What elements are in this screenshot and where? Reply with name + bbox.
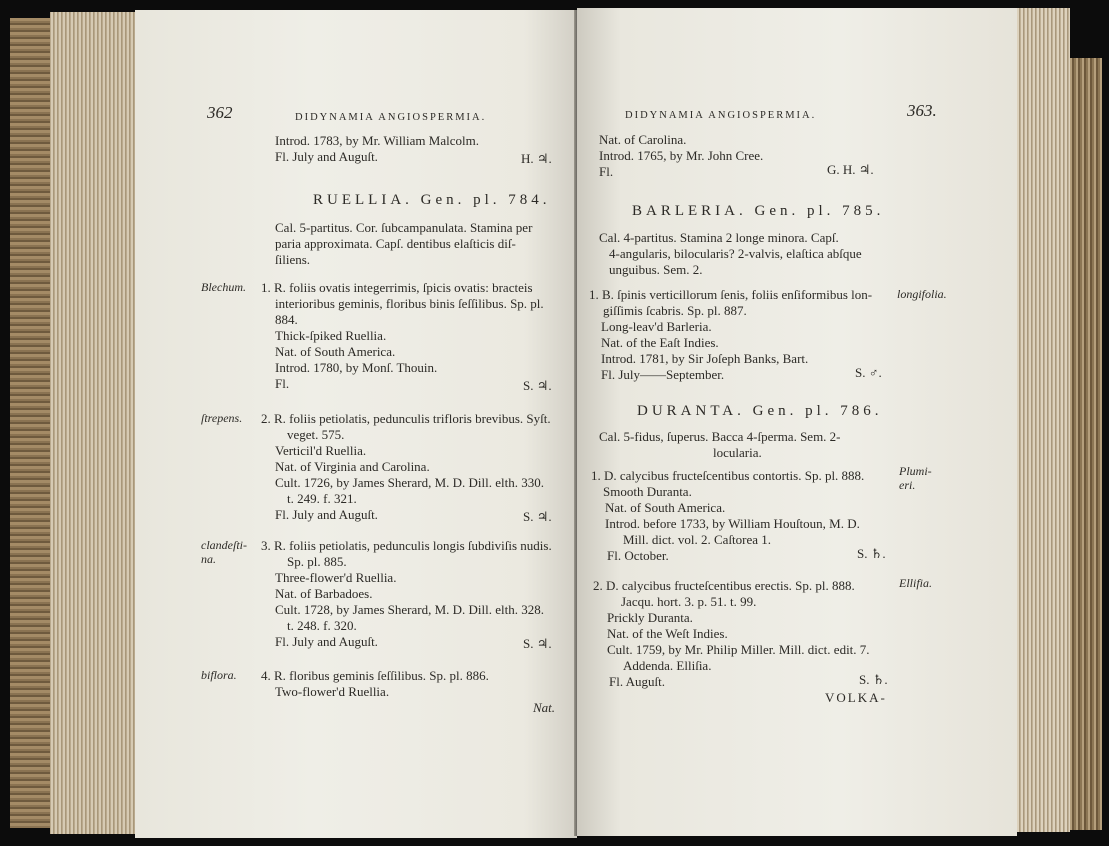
margin-epithet: na.: [201, 552, 216, 566]
entry-line: 2. R. foliis petiolatis, pedunculis trifloris brevibus. Syſt.: [261, 411, 551, 426]
genus-desc-line: 4-angularis, bilocularis? 2-valvis, elaſtica abſque: [609, 246, 862, 261]
entry-line: Cult. 1728, by James Sherard, M. D. Dill. elth. 328.: [275, 602, 545, 617]
margin-epithet: Ellifia.: [899, 576, 932, 590]
entry-line: Mill. dict. vol. 2. Caſtorea 1.: [623, 532, 772, 547]
genus-desc-line: ſiliens.: [275, 252, 311, 267]
entry-line: Introd. 1780, by Monſ. Thouin.: [275, 360, 438, 375]
carryover-introd: Introd. 1765, by Mr. John Cree.: [599, 148, 764, 163]
entry-line: Prickly Duranta.: [607, 610, 693, 625]
carryover-native: Nat. of Carolina.: [599, 132, 687, 147]
margin-epithet: Blechum.: [201, 280, 246, 294]
page-edges-right: [1012, 8, 1070, 832]
catchword: VOLKA-: [825, 690, 887, 705]
carryover-flowering: Fl. July and Auguſt.: [275, 149, 378, 164]
entry-line: 3. R. foliis petiolatis, pedunculis longis ſubdiviſis nudis.: [261, 538, 552, 553]
entry-line: Long-leav'd Barleria.: [601, 319, 712, 334]
entry-line: Jacqu. hort. 3. p. 51. t. 99.: [621, 594, 757, 609]
entry-line: 1. B. ſpinis verticillorum ſenis, foliis enſiformibus lon-: [589, 287, 873, 302]
genus-desc-line: Cal. 5-partitus. Cor. ſubcampanulata. Stamina per: [275, 220, 533, 235]
entry-line: Fl. July——September.: [601, 367, 725, 382]
entry-line: Smooth Duranta.: [603, 484, 692, 499]
entry-line: Verticil'd Ruellia.: [275, 443, 367, 458]
entry-line: Fl. July and Auguſt.: [275, 507, 378, 522]
catchword: Nat.: [533, 700, 556, 715]
margin-epithet: Plumi-: [899, 464, 932, 478]
genus-heading: RUELLIA. Gen. pl. 784.: [313, 192, 551, 208]
entry-line: 884.: [275, 312, 298, 327]
entry-line: Three-flower'd Ruellia.: [275, 570, 397, 585]
habit-mark: S. ♄.: [859, 672, 888, 687]
margin-epithet: eri.: [899, 478, 916, 492]
entry-line: Two-flower'd Ruellia.: [275, 684, 390, 699]
page-number: 363.: [907, 101, 937, 120]
habit-mark: S. ♃.: [523, 636, 552, 651]
entry-line: Fl. Auguſt.: [609, 674, 665, 689]
entry-line: Addenda. Elliſia.: [623, 658, 712, 673]
entry-line: Cult. 1759, by Mr. Philip Miller. Mill. dict. edit. 7.: [607, 642, 870, 657]
entry-line: Cult. 1726, by James Sherard, M. D. Dill. elth. 330.: [275, 475, 545, 490]
habit-mark: S. ♄.: [857, 546, 886, 561]
entry-line: Nat. of the Weſt Indies.: [607, 626, 728, 641]
habit-mark: S. ♃.: [523, 509, 552, 524]
left-page: [135, 10, 577, 838]
entry-line: Fl.: [275, 376, 290, 391]
margin-epithet: longifolia.: [897, 287, 947, 301]
genus-desc-line: Cal. 4-partitus. Stamina 2 longe minora. Capſ.: [599, 230, 839, 245]
habit-mark: S. ♃.: [523, 378, 552, 393]
entry-line: Nat. of the Eaſt Indies.: [601, 335, 719, 350]
entry-line: Nat. of Virginia and Carolina.: [275, 459, 430, 474]
margin-epithet: clandeſti-: [201, 538, 247, 552]
right-page: [577, 8, 1017, 836]
entry-line: Nat. of Barbadoes.: [275, 586, 373, 601]
entry-line: t. 248. f. 320.: [287, 618, 357, 633]
entry-line: t. 249. f. 321.: [287, 491, 357, 506]
entry-line: Fl. October.: [607, 548, 669, 563]
entry-line: Fl. July and Auguſt.: [275, 634, 378, 649]
running-head: DIDYNAMIA ANGIOSPERMIA.: [625, 110, 817, 121]
entry-line: Nat. of South America.: [275, 344, 396, 359]
entry-line: Introd. 1781, by Sir Joſeph Banks, Bart.: [601, 351, 809, 366]
running-head: DIDYNAMIA ANGIOSPERMIA.: [295, 112, 487, 123]
genus-desc-line: locularia.: [713, 445, 762, 460]
entry-line: 2. D. calycibus fructeſcentibus erectis. Sp. pl. 888.: [593, 578, 855, 593]
genus-heading: BARLERIA. Gen. pl. 785.: [632, 203, 885, 219]
page-edges-left: [50, 12, 140, 834]
genus-desc-line: Cal. 5-fidus, ſuperus. Bacca 4-ſperma. Sem. 2-: [599, 429, 841, 444]
carryover-mark: G. H. ♃.: [827, 162, 874, 177]
entry-line: Nat. of South America.: [605, 500, 726, 515]
carryover-flowering: Fl.: [599, 164, 614, 179]
habit-mark: S. ♂.: [855, 365, 882, 380]
entry-line: 1. R. foliis ovatis integerrimis, ſpicis ovatis: bracteis: [261, 280, 533, 295]
margin-epithet: ſtrepens.: [201, 411, 243, 425]
genus-desc-line: unguibus. Sem. 2.: [609, 262, 703, 277]
entry-line: veget. 575.: [287, 427, 345, 442]
entry-line: Introd. before 1733, by William Houſtoun, M. D.: [605, 516, 860, 531]
page-number: 362: [207, 103, 233, 122]
entry-line: 4. R. floribus geminis ſeſſilibus. Sp. pl. 886.: [261, 668, 489, 683]
entry-line: interioribus geminis, floribus binis ſeſſilibus. Sp. pl.: [275, 296, 544, 311]
genus-desc-line: paria approximata. Capſ. dentibus elaſticis diſ-: [275, 236, 516, 251]
carryover-mark: H. ♃.: [521, 151, 552, 166]
entry-line: Sp. pl. 885.: [287, 554, 347, 569]
carryover-introd: Introd. 1783, by Mr. William Malcolm.: [275, 133, 479, 148]
genus-heading: DURANTA. Gen. pl. 786.: [637, 403, 883, 419]
margin-epithet: biflora.: [201, 668, 237, 682]
entry-line: Thick-ſpiked Ruellia.: [275, 328, 387, 343]
entry-line: giſſimis ſcabris. Sp. pl. 887.: [603, 303, 747, 318]
entry-line: 1. D. calycibus fructeſcentibus contortis. Sp. pl. 888.: [591, 468, 865, 483]
